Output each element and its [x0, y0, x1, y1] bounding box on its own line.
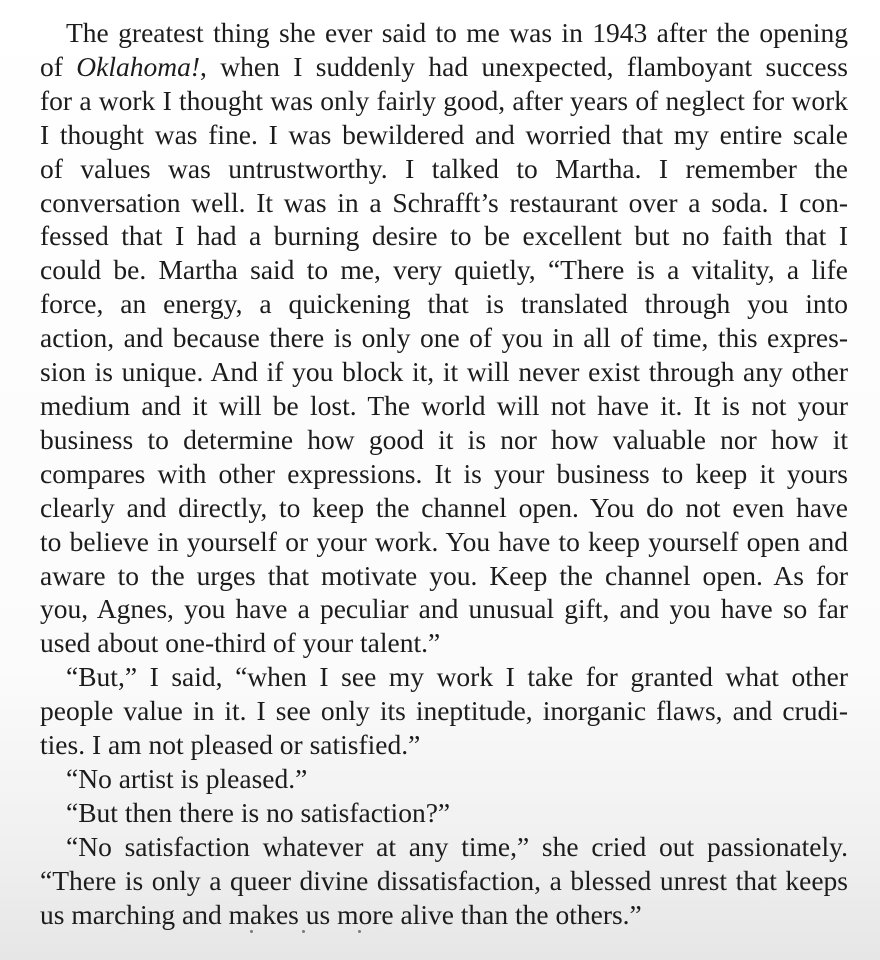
text-line: conversation well. It was in a Schrafft’s restaurant over a soda. I con- [40, 186, 848, 218]
text-line: sion is unique. And if you block it, it will never exist through any other [40, 356, 848, 388]
italic-title: Oklahoma! [76, 50, 201, 82]
text-line: The greatest thing she ever said to me was in 1943 after the opening [66, 17, 848, 48]
page-bottom-marks [250, 930, 390, 936]
text-line: you, Agnes, you have a peculiar and unusual gift, and you have so far [40, 593, 848, 625]
text-line: of values was untrustworthy. I talked to Martha. I remember the [40, 152, 848, 184]
text-line: “No artist is pleased.” [66, 762, 308, 794]
text-line: I thought was fine. I was bewildered and worried that my entire scale [40, 118, 848, 150]
text-line: clearly and directly, to keep the channel open. You do not even have [40, 491, 848, 523]
text-line: fessed that I had a burning desire to be excellent but no faith that I [40, 220, 848, 252]
book-page-text [40, 16, 848, 931]
text-line: could be. Martha said to me, very quietly, “There is a vitality, a life [40, 254, 848, 286]
text-line: used about one-third of your talent.” [40, 627, 441, 659]
text-line: of Oklahoma!, when I suddenly had unexpected, flamboyant success [40, 50, 848, 82]
text-line: “There is only a queer divine dissatisfaction, a blessed unrest that keeps [40, 864, 848, 896]
text-line: “But then there is no satisfaction?” [66, 796, 451, 828]
text-line: aware to the urges that motivate you. Keep the channel open. As for [40, 559, 848, 591]
text-line: people value in it. I see only its ineptitude, inorganic flaws, and crudi- [40, 695, 848, 727]
text-line: medium and it will be lost. The world will not have it. It is not your [40, 389, 848, 421]
text-line: action, and because there is only one of you in all of time, this expres- [40, 322, 848, 354]
text-line: to believe in yourself or your work. You have to keep yourself open and [40, 525, 848, 557]
text-line: us marching and makes us more alive than the others.” [40, 898, 642, 930]
text-line: force, an energy, a quickening that is translated through you into [40, 288, 848, 320]
text-line: “But,” I said, “when I see my work I take for granted what other [66, 661, 848, 693]
text-line: ties. I am not pleased or satisfied.” [40, 729, 421, 761]
text-line: business to determine how good it is nor how valuable nor how it [40, 423, 848, 455]
text-line: “No satisfaction whatever at any time,” she cried out passionately. [66, 830, 848, 862]
text-line: compares with other expressions. It is your business to keep it yours [40, 457, 848, 489]
text-line: for a work I thought was only fairly good, after years of neglect for work [40, 84, 848, 116]
